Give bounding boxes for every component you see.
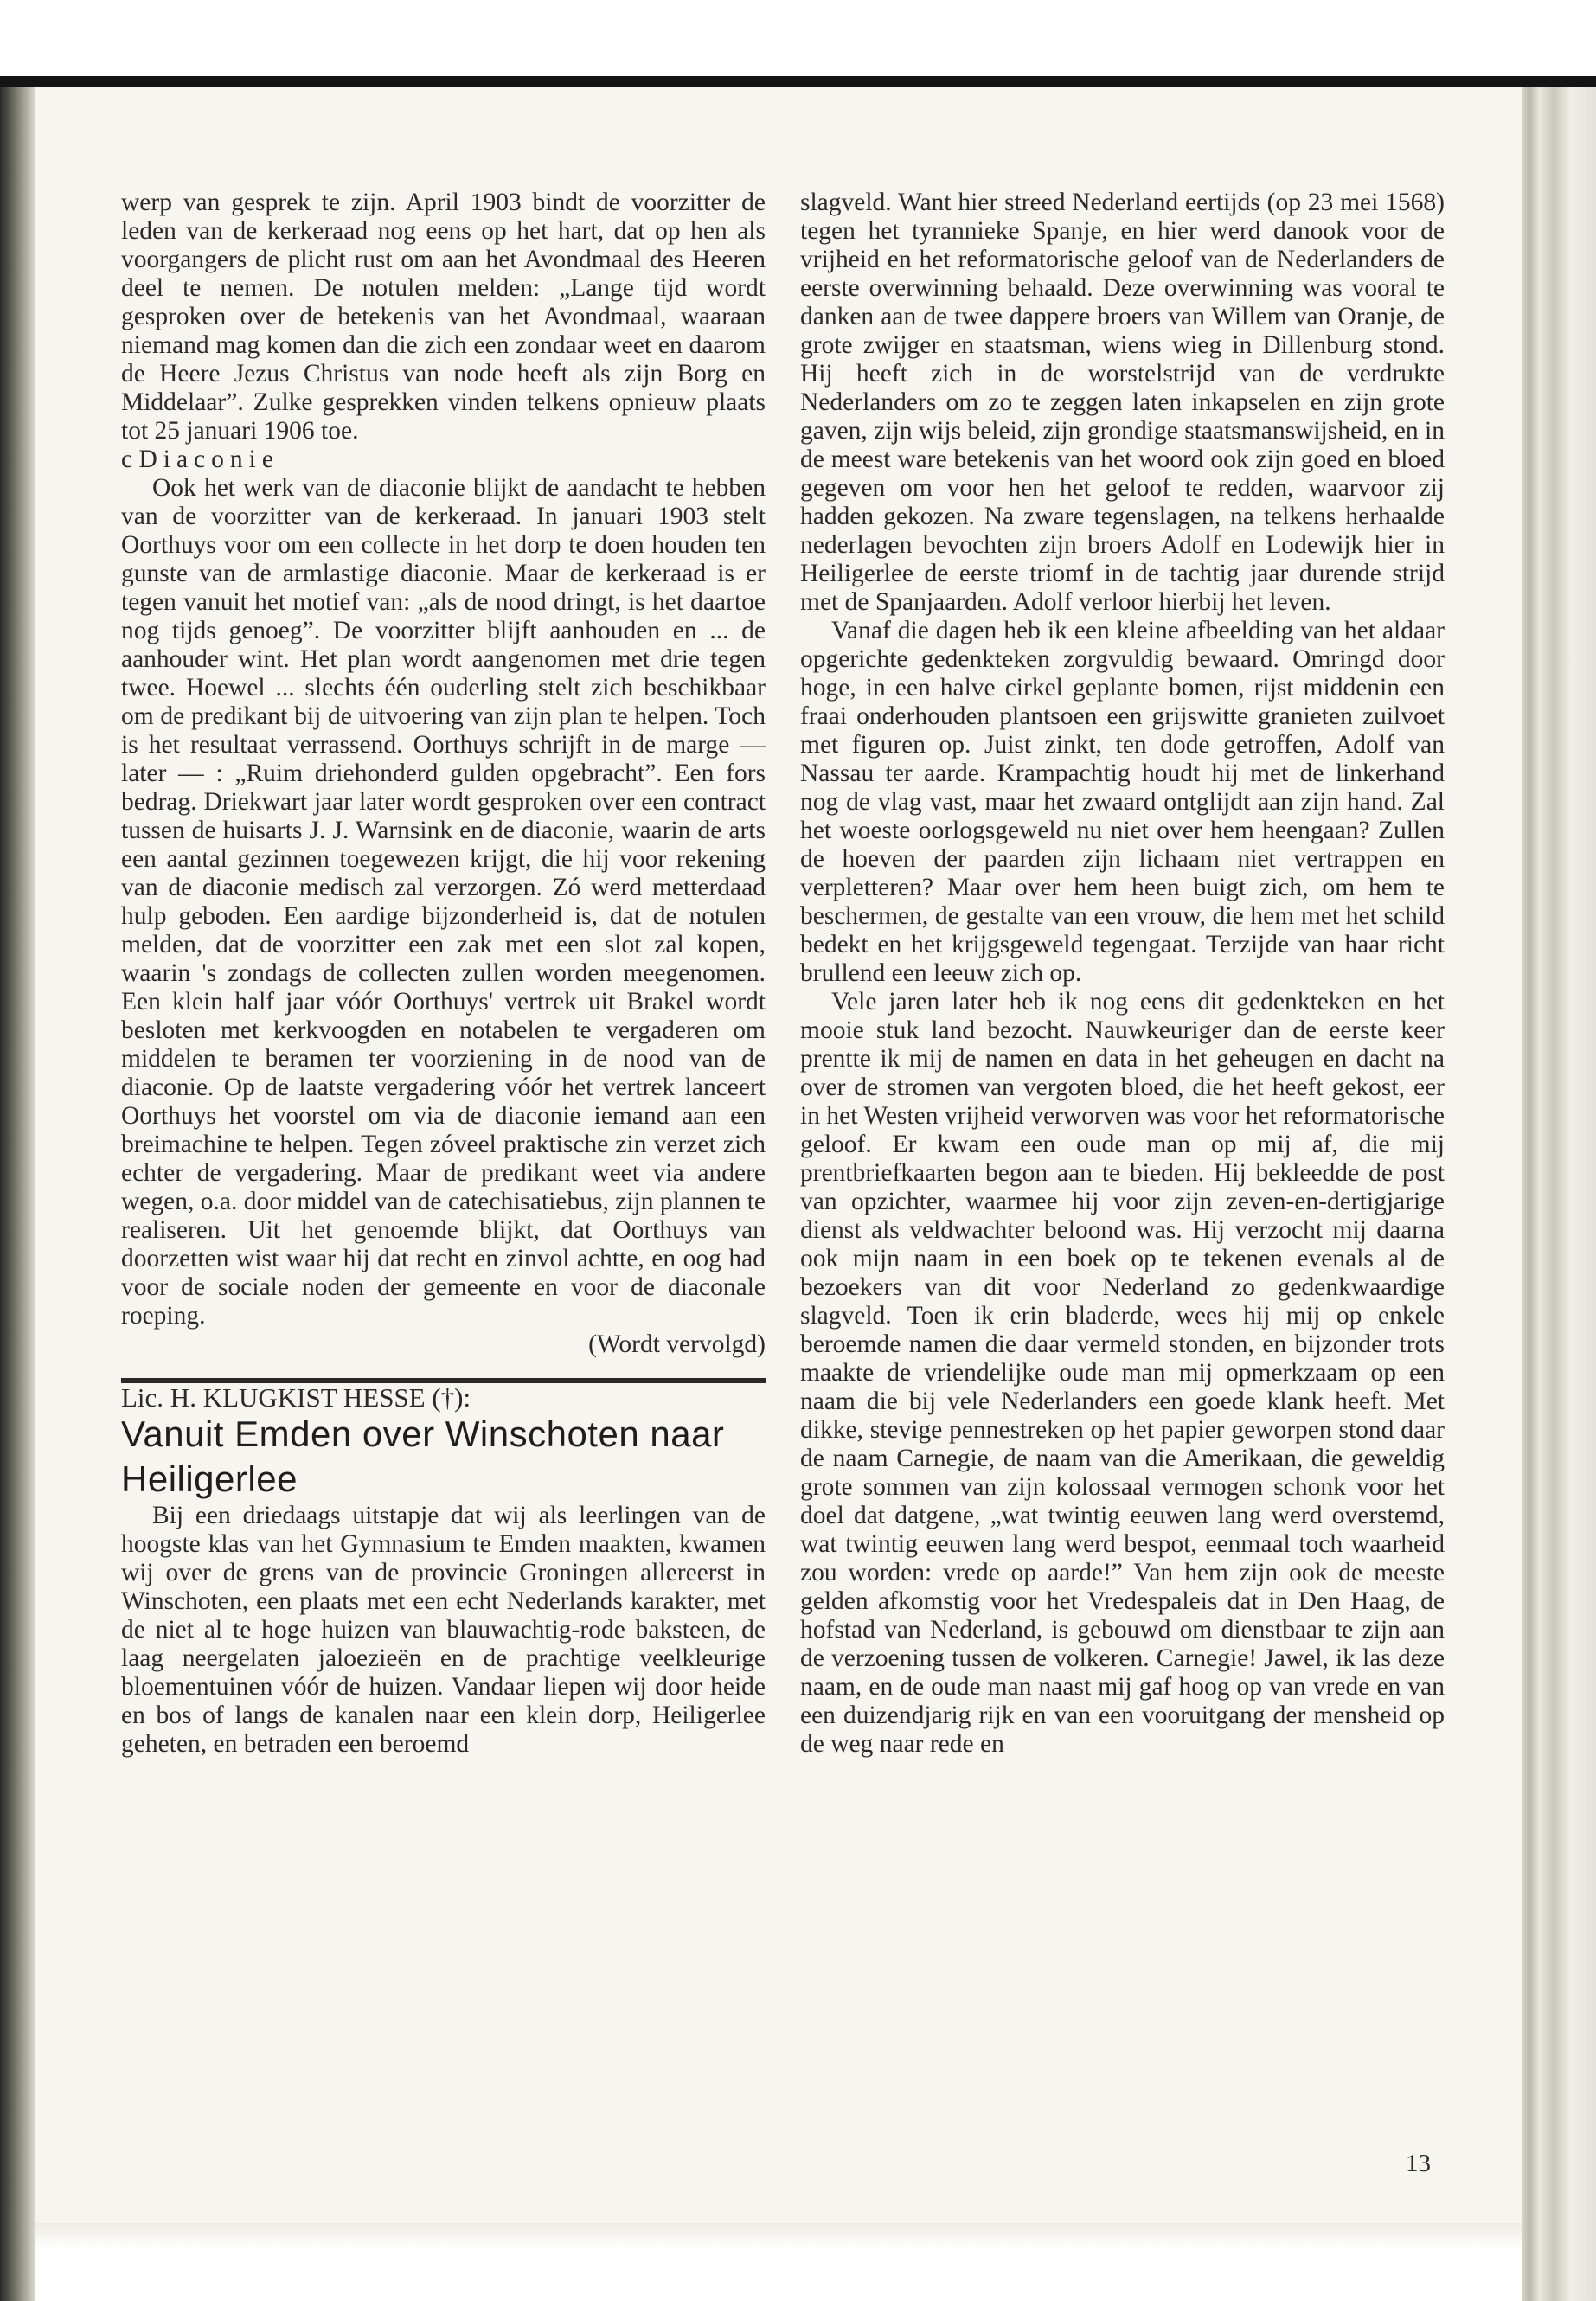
left-paragraph-2: Ook het werk van de diaconie blijkt de aandacht te hebben van de voorzitter van de kerkeraad. In januari 1903 stelt Oorthuys voor om een collecte in het dorp te doen houden ten gunste van de armlastige diaconie. Maar de kerkeraad is er tegen vanuit het motief van: „als de nood dringt, is het daartoe nog tijds genoeg”. De voorzitter blijft aanhouden en ... de aanhouder wint. Het plan wordt aangenomen met drie tegen twee. Hoewel ... slechts één ouderling stelt zich beschikbaar om de predikant bij de uitvoering van zijn plan te helpen. Toch is het resultaat verrassend. Oorthuys schrijft in de marge — later — : „Ruim driehonderd gulden opgebracht”. Een fors bedrag. Driekwart jaar later wordt gesproken over een contract tussen de huisarts J. J. Warnsink en de diaconie, waarin de arts een aantal gezinnen toegewezen krijgt, die hij voor rekening van de diaconie medisch zal verzorgen. Zó werd metterdaad hulp geboden. Een aardige bijzonderheid is, dat de notulen melden, dat de voorzitter een zak met een slot zal kopen, waarin 's zondags de collecten zullen worden meegenomen. Een klein half jaar vóór Oorthuys' vertrek uit Brakel wordt besloten met kerkvoogden en notabelen te vergaderen om middelen te beramen ter voorziening in de nood van de diaconie. Op de laatste vergadering vóór het vertrek lanceert Oorthuys het voorstel om via de diaconie iemand aan een breimachine te helpen. Tegen zóveel praktische zin verzet zich echter de vergadering. Maar de predikant weet via andere wegen, o.a. door middel van de catechisatiebus, zijn plannen te realiseren. Uit het genoemde blijkt, dat Oorthuys van doorzetten wist waar hij dat recht en zinvol achtte, en oog had voor de sociale noden der gemeente en voor de diaconale roeping. xyxy=(121,474,766,1330)
article-title: Vanuit Emden over Winschoten naar Heiligerlee xyxy=(121,1413,725,1499)
left-paragraph-1: werp van gesprek te zijn. April 1903 bindt de voorzitter de leden van de kerkeraad nog eens op het hart, dat op hen als voorgangers de plicht rust om aan het Avondmaal des Heeren deel te nemen. De notulen melden: „Lange tijd wordt gesproken over de betekenis van het Avondmaal, waaraan niemand mag komen dan die zich een zondaar weet en daarom de Heere Jezus Christus van node heeft als zijn Borg en Middelaar”. Zulke gesprekken vinden telkens opnieuw plaats tot 25 januari 1906 toe. xyxy=(121,189,766,445)
book-spine-edge xyxy=(0,87,35,2301)
left-column xyxy=(121,189,766,1759)
left-paragraph-3: Bij een driedaags uitstapje dat wij als leerlingen van de hoogste klas van het Gymnasium te Emden maakten, kwamen wij over de grens van de provincie Groningen allereerst in Winschoten, een plaats met een echt Nederlands karakter, met de niet al te hoge huizen van blauwachtig-rode baksteen, de laag neergelaten jaloezieën en de prachtige veelkleurige bloementuinen vóór de huizen. Vandaar liepen wij door heide en bos of langs de kanalen naar een klein dorp, Heiligerlee geheten, en betraden een beroemd xyxy=(121,1502,766,1758)
page-stack-edge xyxy=(1522,87,1596,2301)
scan-top-margin xyxy=(0,0,1596,76)
right-column xyxy=(800,189,1445,1759)
right-paragraph-2: Vanaf die dagen heb ik een kleine afbeelding van het aldaar opgerichte gedenkteken zorgvuldig bewaard. Omringd door hoge, in een halve cirkel geplante bomen, rijst middenin een fraai onderhouden plantsoen een grijswitte granieten zuilvoet met figuren op. Juist zinkt, ten dode getroffen, Adolf van Nassau ter aarde. Krampachtig houdt hij met de linkerhand nog de vlag vast, maar het zwaard ontglijdt aan zijn hand. Zal het woeste oorlogsgeweld nu niet over hem heengaan? Zullen de hoeven der paarden zijn lichaam niet vertrappen en verpletteren? Maar over hem heen buigt zich, om hem te beschermen, de gestalte van een vrouw, die hem met het schild bedekt en het krijgsgeweld tegengaat. Terzijde van haar richt brullend een leeuw zich op. xyxy=(800,617,1445,987)
right-paragraph-1: slagveld. Want hier streed Nederland eertijds (op 23 mei 1568) tegen het tyrannieke Spanje, en hier werd danook voor de vrijheid en het reformatorische geloof van de Nederlanders de eerste overwinning behaald. Deze overwinning was vooral te danken aan de twee dappere broers van Willem van Oranje, de grote zwijger en staatsman, wiens wieg in Dillenburg stond. Hij heeft zich in de worstelstrijd van de verdrukte Nederlanders om zo te zeggen laten inkapselen en zijn grote gaven, zijn wijs beleid, zijn grondige staatsmanswijsheid, en in de meest ware betekenis van het woord ook zijn goed en bloed gegeven om voor hen het geloof te redden, waarvoor zij hadden gekozen. Na zware tegenslagen, na telkens herhaalde nederlagen bevochten zijn broers Adolf en Lodewijk hier in Heiligerlee de eerste triomf in de tachtig jaar durende strijd met de Spanjaarden. Adolf verloor hierbij het leven. xyxy=(800,189,1445,616)
section-heading-diaconie xyxy=(121,445,766,474)
right-paragraph-3: Vele jaren later heb ik nog eens dit gedenkteken en het mooie stuk land bezocht. Nauwkeuriger dan de eerste keer prentte ik mij de namen en data in het geheugen en dacht na over de stromen van vergoten bloed, die het heeft gekost, eer in het Westen vrijheid verworven was voor het reformatorische geloof. Er kwam een oude man op mij af, die mij prentbriefkaarten begon aan te bieden. Hij bekleedde de post van opzichter, waarmee hij voor zijn zeven-en-dertigjarige dienst als veldwachter beloond was. Hij verzocht mij daarna ook mijn naam in een boek op te tekenen evenals al de bezoekers van dit voor Nederland zo gedenkwaardige slagveld. Toen ik erin bladerde, wees hij mij op enkele beroemde namen die daar vermeld stonden, en bijzonder trots maakte de vriendelijke oude man mij opmerkzaam op een naam die bij vele Nederlanders een goede klank heeft. Met dikke, stevige pennestreken op het papier geworpen stond daar de naam Carnegie, de naam van die Amerikaan, die geweldig grote sommen van zijn kolossaal vermogen schonk voor het doel dat datgene, „wat twintig eeuwen lang werd overstemd, wat twintig eeuwen lang werd bespot, eenmaal toch waarheid zou worden: vrede op aarde!” Van hem zijn ook de meeste gelden afkomstig voor het Vredespaleis dat in Den Haag, de hofstad van Nederland, is gebouwd om dienstbaar te zijn aan de verzoening tussen de volkeren. Carnegie! Jawel, ik las deze naam, en de oude man naast mij gaf hoog op van vrede en van een duizendjarig rijk en van een vooruitgang der mensheid op de weg naar rede en xyxy=(800,988,1445,1758)
section-letter: c xyxy=(121,445,133,473)
continued-note: (Wordt vervolgd) xyxy=(588,1330,766,1358)
scan-bottom-margin xyxy=(35,2223,1522,2301)
page-number: 13 xyxy=(1406,2150,1431,2177)
section-title: Diaconie xyxy=(138,445,279,473)
article-author: Lic. H. KLUGKIST HESSE (†): xyxy=(121,1382,471,1413)
